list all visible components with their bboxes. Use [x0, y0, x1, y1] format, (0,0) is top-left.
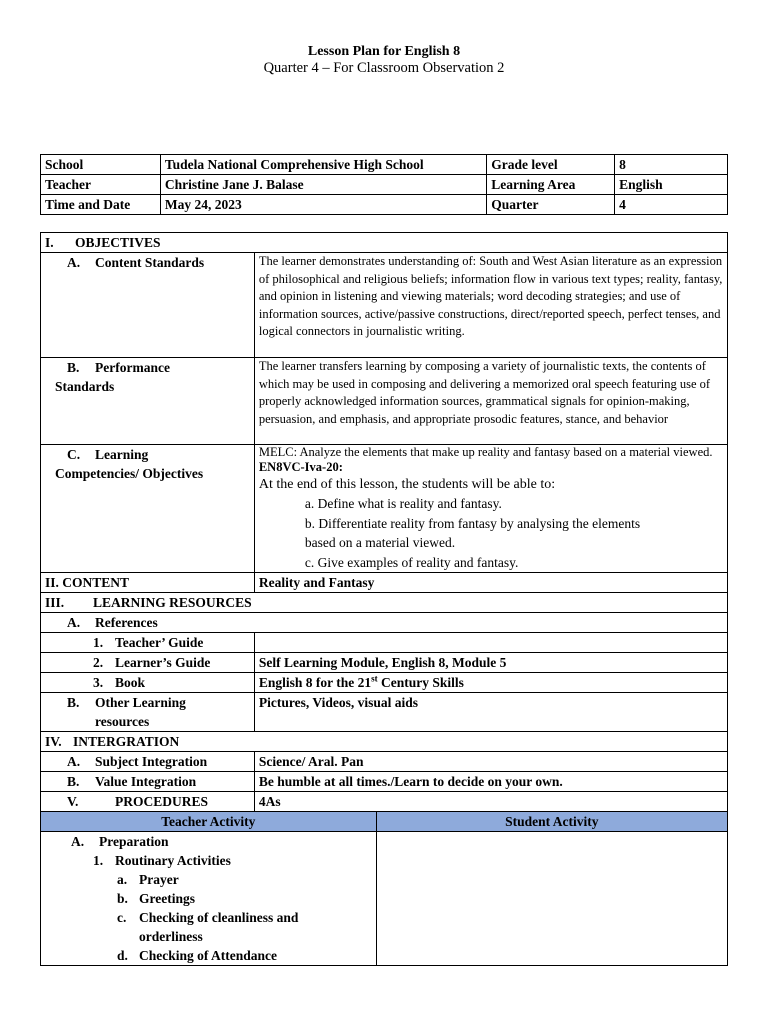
book-label: 3. Book: [41, 673, 255, 693]
objectives-intro: At the end of this lesson, the students will be able to:: [258, 477, 556, 492]
performance-standards-label: B. Performance Standards: [41, 358, 255, 445]
book-value: English 8 for the 21st Century Skills: [254, 673, 727, 693]
content-value: Reality and Fantasy: [254, 573, 727, 593]
teacher-value: Christine Jane J. Balase: [160, 175, 486, 195]
competencies-text: [254, 445, 727, 573]
melc-text: MELC: Analyze the elements that make up reality and fantasy based on a material viewed.: [258, 445, 713, 459]
table-row: [41, 772, 728, 792]
teacher-activity-cell: [41, 832, 377, 966]
student-activity-cell: [376, 832, 727, 966]
table-row: [41, 633, 728, 653]
content-standards-text: The learner demonstrates understanding of: South and West Asian literature as an expression of philosophical and religious beliefs; information flow in various text types; reality, fantasy, and opinion in listening and viewing materials; word decoding strategies; and use of information sources, active/passive constructions, direct/reported speech, perfect tenses, and logical connectors in journalistic writing.: [254, 253, 727, 358]
document-subtitle: Quarter 4 – For Classroom Observation 2: [263, 60, 505, 76]
table-row: [41, 693, 728, 732]
list-item: b. Greetings: [117, 891, 195, 906]
table-row: [41, 445, 728, 573]
table-row: [41, 752, 728, 772]
content-standards-label: A. Content Standards: [41, 253, 255, 358]
list-item: a. Prayer: [117, 872, 179, 887]
school-value: Tudela National Comprehensive High School: [160, 155, 486, 175]
other-resources-label: B. Other Learning resources: [41, 693, 255, 732]
table-row: [41, 358, 728, 445]
quarter-label: Quarter: [487, 195, 615, 215]
procedures-label: V. PROCEDURES: [41, 792, 255, 812]
preparation-item: A. Preparation: [71, 834, 169, 849]
teacher-label: Teacher: [41, 175, 161, 195]
resources-heading: III. LEARNING RESOURCES: [41, 593, 728, 613]
objective-c: c. Give examples of reality and fantasy.: [304, 554, 519, 570]
teacher-guide-value: [254, 633, 727, 653]
table-row: [41, 175, 728, 195]
school-label: School: [41, 155, 161, 175]
table-row: [41, 195, 728, 215]
table-row: [41, 613, 728, 633]
teacher-guide-label: 1. Teacher’ Guide: [41, 633, 255, 653]
references-heading: A. References: [41, 613, 728, 633]
procedures-value: 4As: [254, 792, 727, 812]
table-row: [41, 573, 728, 593]
table-row: [41, 593, 728, 613]
melc-code: EN8VC-Iva-20:: [258, 460, 343, 474]
teacher-activity-header: Teacher Activity: [41, 812, 377, 832]
grade-label: Grade level: [487, 155, 615, 175]
list-item: d. Checking of Attendance: [117, 948, 277, 963]
table-row: [41, 732, 728, 752]
activity-header-row: [41, 812, 728, 832]
date-value: May 24, 2023: [160, 195, 486, 215]
table-row: [41, 253, 728, 358]
area-value: English: [615, 175, 728, 195]
objective-b-line2: based on a material viewed.: [304, 535, 456, 550]
table-row: [41, 233, 728, 253]
objectives-heading: I. OBJECTIVES: [41, 233, 728, 253]
subject-integration-value: Science/ Aral. Pan: [254, 752, 727, 772]
content-label: II. CONTENT: [41, 573, 255, 593]
value-integration-label: B. Value Integration: [41, 772, 255, 792]
list-item: c. Checking of cleanliness and orderliness: [117, 910, 299, 944]
document-title: Lesson Plan for English 8: [307, 44, 461, 59]
other-resources-value: Pictures, Videos, visual aids: [254, 693, 727, 732]
performance-standards-text: The learner transfers learning by composing a variety of journalistic texts, the contents of which may be used in composing and delivering a memorized oral speech featuring use of properly acknowledged information sources, grammatical signals for opinion-making, persuasion, and emphasis, and appropriate prosodic features, stance, and behavior: [254, 358, 727, 445]
area-label: Learning Area: [487, 175, 615, 195]
table-row: [41, 155, 728, 175]
integration-heading: IV. INTERGRATION: [41, 732, 728, 752]
student-activity-header: Student Activity: [376, 812, 727, 832]
learner-guide-value: Self Learning Module, English 8, Module 5: [254, 653, 727, 673]
competencies-label: C. Learning Competencies/ Objectives: [41, 445, 255, 573]
quarter-value: 4: [615, 195, 728, 215]
info-table: [40, 154, 728, 215]
table-row: [41, 832, 728, 966]
table-row: [41, 653, 728, 673]
learner-guide-label: 2. Learner’s Guide: [41, 653, 255, 673]
grade-value: 8: [615, 155, 728, 175]
subject-integration-label: A. Subject Integration: [41, 752, 255, 772]
objective-a: a. Define what is reality and fantasy.: [304, 496, 502, 511]
value-integration-value: Be humble at all times./Learn to decide on your own.: [254, 772, 727, 792]
date-label: Time and Date: [41, 195, 161, 215]
objective-b-line1: b. Differentiate reality from fantasy by analysing the elements: [304, 515, 641, 531]
routinary-item: 1. Routinary Activities: [93, 853, 231, 868]
table-row: [41, 792, 728, 812]
table-row: [41, 673, 728, 693]
lesson-plan-table: [40, 232, 728, 966]
